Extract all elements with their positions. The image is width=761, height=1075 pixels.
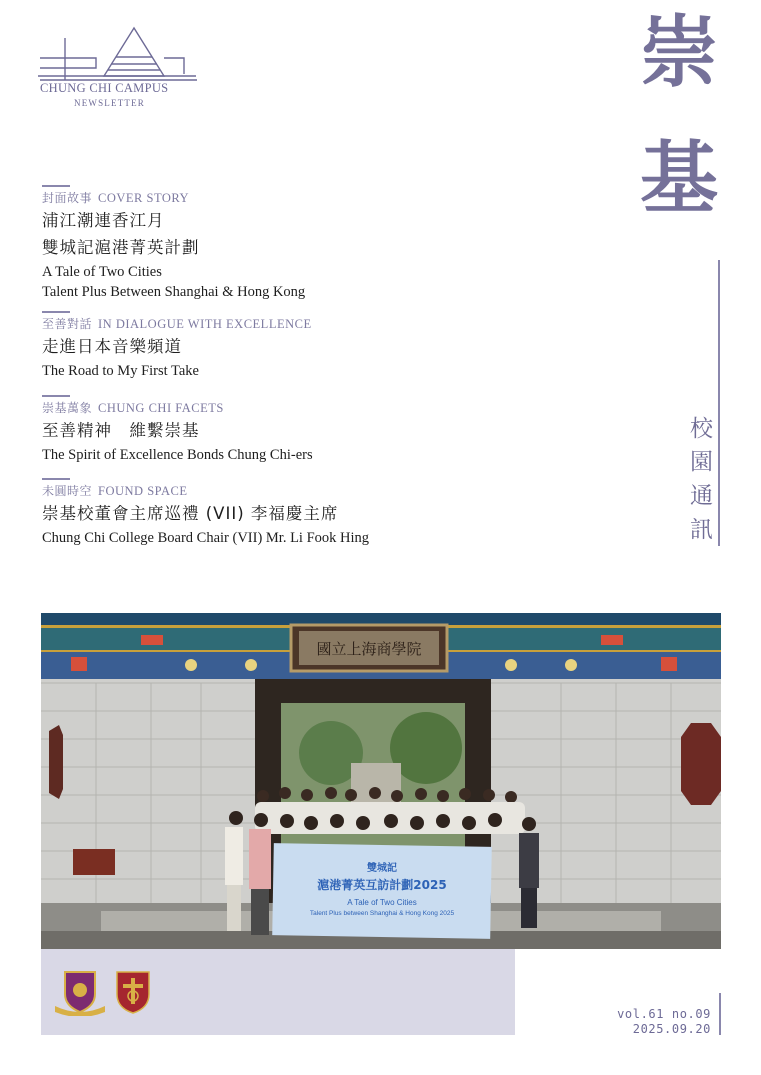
cuhk-crest-icon [53, 970, 107, 1020]
banner-en-2: Talent Plus between Shanghai & Hong Kong 2025 [309, 910, 455, 917]
section-title-zh-1: 崇基校董會主席巡禮 (VII) 李福慶主席 [42, 504, 339, 523]
section-label [42, 190, 602, 206]
volume-divider [719, 993, 721, 1035]
section-rule [42, 478, 70, 480]
logo-name: CHUNG CHI CAMPUS [40, 81, 169, 95]
section-title-en-2: Talent Plus Between Shanghai & Hong Kong [42, 284, 306, 300]
section-title-zh-1: 至善精神 維繫崇基 [42, 421, 200, 440]
section-label [42, 400, 602, 416]
banner-en-1: A Tale of Two Cities [347, 898, 417, 907]
section-label-zh: 封面故事 [42, 191, 93, 205]
subtitle-char-3: 通 [690, 483, 713, 509]
section-title-zh-1: 浦江潮連香江月 [42, 211, 165, 230]
subtitle-char-2: 園 [690, 449, 713, 475]
section-label [42, 483, 602, 499]
issue-date: 2025.09.20 [632, 1022, 711, 1036]
section-label-en: FOUND SPACE [98, 484, 188, 498]
banner-zh: 滬港菁英互訪計劃2025 [317, 878, 447, 892]
section-found-space [42, 478, 602, 548]
subtitle-char-4: 訊 [690, 517, 713, 543]
section-rule [42, 185, 70, 187]
volume-number: vol.61 no.09 [617, 1007, 711, 1021]
section-cover-story [42, 185, 602, 302]
section-label-en: COVER STORY [98, 191, 190, 205]
section-in-dialogue [42, 311, 602, 381]
cover-photo [41, 613, 721, 949]
footer-panel [41, 949, 515, 1035]
section-title-en-1: Chung Chi College Board Chair (VII) Mr. Li Fook Hing [42, 530, 370, 546]
banner-title: 雙城記 [367, 863, 397, 874]
title-char-1: 崇 [640, 7, 719, 98]
section-facets [42, 395, 602, 465]
section-label [42, 316, 602, 332]
section-title-en-1: A Tale of Two Cities [42, 264, 162, 280]
section-title-zh-1: 走進日本音樂頻道 [42, 337, 182, 356]
section-rule [42, 311, 70, 313]
section-label-en: IN DIALOGUE WITH EXCELLENCE [98, 317, 312, 331]
section-label-zh: 未圓時空 [42, 484, 93, 498]
section-label-en: CHUNG CHI FACETS [98, 401, 224, 415]
section-title-en-1: The Road to My First Take [42, 363, 199, 379]
gate-plaque-text: 國立上海商學院 [316, 640, 422, 658]
section-label-zh: 崇基萬象 [42, 401, 93, 415]
issue-info [617, 1007, 711, 1037]
section-title-zh-2: 雙城記滬港菁英計劃 [42, 238, 200, 257]
title-divider [718, 260, 720, 546]
subtitle-char-1: 校 [690, 416, 713, 442]
section-title-en-1: The Spirit of Excellence Bonds Chung Chi-ers [42, 447, 313, 463]
section-rule [42, 395, 70, 397]
chung-chi-crest-icon [115, 970, 151, 1018]
logo-subtitle: NEWSLETTER [74, 98, 145, 108]
title-char-2: 基 [640, 133, 719, 224]
section-label-zh: 至善對話 [42, 317, 93, 331]
chung-chi-logo [36, 24, 201, 82]
